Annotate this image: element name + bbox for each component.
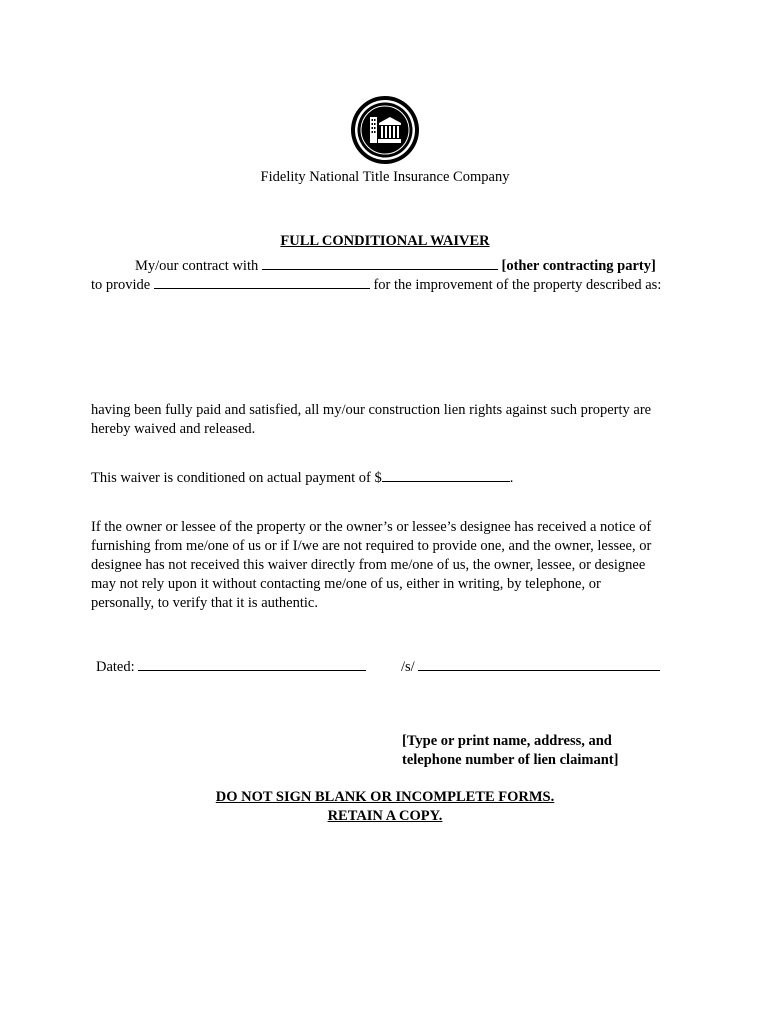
improvement-label: for the improvement of the property described as: — [373, 277, 662, 293]
warning-line-1: DO NOT SIGN BLANK OR INCOMPLETE FORMS. — [215, 789, 555, 805]
payment-period: . — [509, 470, 514, 486]
paid-text-line-2: hereby waived and released. — [91, 421, 256, 437]
warning-line-2: RETAIN A COPY. — [327, 808, 443, 824]
form-title: FULL CONDITIONAL WAIVER — [280, 233, 490, 249]
notice-line-4: may not rely upon it without contacting me/one of us, either in writing, by telephone, or — [91, 576, 601, 592]
contract-with-label: My/our contract with — [135, 258, 259, 274]
payment-amount-field[interactable] — [382, 469, 510, 482]
property-description-area[interactable] — [91, 300, 681, 390]
signature-line — [401, 658, 660, 677]
claimant-instruction-line-2: telephone number of lien claimant] — [402, 752, 619, 768]
contract-line — [135, 257, 656, 276]
dated-label: Dated: — [96, 659, 135, 675]
signature-label: /s/ — [401, 659, 415, 675]
notice-line-2: furnishing from me/one of us or if I/we are not required to provide one, and the owner, lessee, or — [91, 538, 652, 554]
signature-field[interactable] — [418, 658, 660, 671]
provide-line — [91, 276, 661, 295]
dated-line — [96, 658, 366, 677]
provide-label: to provide — [91, 277, 151, 293]
notice-line-1: If the owner or lessee of the property or the owner’s or lessee’s designee has received a notice of — [91, 519, 652, 535]
payment-line — [91, 469, 513, 488]
company-name: Fidelity National Title Insurance Company — [260, 169, 510, 185]
paid-text-line-1: having been fully paid and satisfied, all my/our construction lien rights against such property are — [91, 402, 652, 418]
notice-line-3: designee has not received this waiver directly from me/one of us, the owner, lessee, or designee — [91, 557, 646, 573]
currency-symbol: $ — [374, 470, 382, 486]
fidelity-seal-icon — [350, 95, 420, 165]
dated-field[interactable] — [138, 658, 366, 671]
notice-line-5: personally, to verify that it is authentic. — [91, 595, 318, 611]
other-party-label: [other contracting party] — [501, 258, 656, 274]
contract-with-field[interactable] — [262, 257, 498, 270]
payment-label: This waiver is conditioned on actual payment of — [91, 470, 371, 486]
claimant-instruction-line-1: [Type or print name, address, and — [402, 733, 612, 749]
provide-field[interactable] — [154, 276, 370, 289]
